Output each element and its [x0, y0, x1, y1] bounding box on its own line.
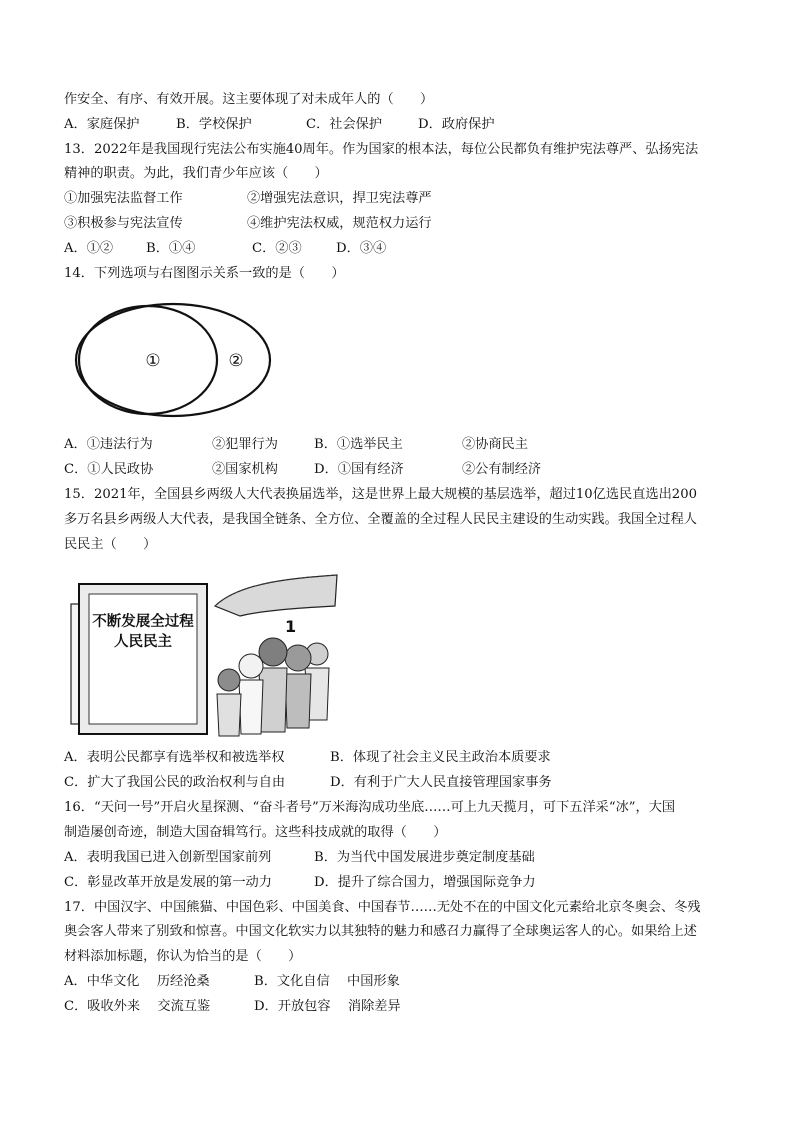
q17-stem-line3: 材料添加标题，你认为恰当的是（ ） — [64, 949, 302, 964]
q16-stem-line1: 16．“天问一号”开启火星探测、“奋斗者号”万米海沟成功坐底……可上九天揽月，可下五洋采“冰”，大国 — [64, 800, 676, 815]
q15-option-d: D．有利于广大人民直接管理国家事务 — [330, 775, 552, 790]
q15-option-b: B．体现了社会主义民主政治本质要求 — [330, 750, 551, 765]
q13-option-b: B．①④ — [146, 241, 196, 256]
q13-option-c: C．②③ — [252, 241, 302, 256]
inner-ellipse-label: ① — [145, 351, 161, 371]
q13-item-2: ②增强宪法意识，捍卫宪法尊严 — [247, 191, 432, 206]
q17-option-a: A．中华文化 历经沧桑 — [64, 974, 210, 989]
billboard-text-line1: 不断发展全过程 — [92, 614, 194, 630]
q14-option-c1: C．①人民政协 — [64, 462, 154, 477]
q13-stem-line2: 精神的职责。为此，我们青少年应该（ ） — [64, 166, 328, 181]
q14-option-a1: A．①违法行为 — [64, 437, 153, 452]
q15-stem-line1: 15．2021年，全国县乡两级人大代表换届选举，这是世界上最大规模的基层选举，超过10亿选民直选出200 — [64, 487, 697, 502]
q14-option-d1: D．①国有经济 — [314, 462, 404, 477]
q17-option-c: C．吸收外来 交流互鉴 — [64, 999, 211, 1014]
q13-item-1: ①加强宪法监督工作 — [64, 191, 183, 206]
q14-option-a2: ②犯罪行为 — [212, 437, 278, 452]
q14-stem: 14．下列选项与右图图示关系一致的是（ ） — [64, 266, 345, 281]
q14-option-d2: ②公有制经济 — [462, 462, 542, 477]
ballot-number-mark: 1 — [285, 617, 297, 636]
q15-cartoon-illustration — [65, 570, 345, 738]
q13-option-d: D．③④ — [336, 241, 387, 256]
q13-item-4: ④维护宪法权威，规范权力运行 — [247, 216, 432, 231]
q14-option-c2: ②国家机构 — [212, 462, 278, 477]
q12-stem-tail: 作安全、有序、有效开展。这主要体现了对未成年人的（ ） — [64, 92, 434, 107]
q12-option-b: B．学校保护 — [176, 117, 252, 132]
q16-option-d: D．提升了综合国力，增强国际竞争力 — [314, 875, 536, 890]
q17-stem-line1: 17．中国汉字、中国熊猫、中国色彩、中国美食、中国春节……无处不在的中国文化元素给北京冬奥会、冬残 — [64, 900, 701, 915]
q15-stem-line3: 民民主（ ） — [64, 537, 157, 552]
q14-option-b2: ②协商民主 — [462, 437, 528, 452]
outer-ellipse-label: ② — [228, 351, 244, 371]
q17-option-b: B．文化自信 中国形象 — [254, 974, 400, 989]
q16-stem-line2: 制造屡创奇迹，制造大国奋辑笃行。这些科技成就的取得（ ） — [64, 825, 447, 840]
q14-option-b1: B．①选举民主 — [314, 437, 403, 452]
q13-option-a: A．①② — [64, 241, 114, 256]
q17-stem-line2: 奥会客人带来了别致和惊喜。中国文化软实力以其独特的魅力和感召力赢得了全球奥运客人的心。如果给上述 — [64, 924, 697, 939]
q15-option-a: A．表明公民都享有选举权和被选举权 — [64, 750, 285, 765]
billboard-text-line2: 人民民主 — [114, 634, 172, 650]
q17-option-d: D．开放包容 消除差异 — [254, 999, 401, 1014]
group-of-citizens — [217, 638, 329, 736]
q13-stem-line1: 13．2022年是我国现行宪法公布实施40周年。作为国家的根本法，每位公民都负有维护宪法尊严、弘扬宪法 — [64, 142, 699, 157]
q14-ellipse-diagram — [70, 298, 280, 423]
q16-option-a: A．表明我国已进入创新型国家前列 — [64, 850, 272, 865]
q16-option-b: B．为当代中国发展进步奠定制度基础 — [314, 850, 535, 865]
q12-option-c: C．社会保护 — [306, 117, 383, 132]
q15-option-c: C．扩大了我国公民的政治权利与自由 — [64, 775, 286, 790]
q16-option-c: C．彰显改革开放是发展的第一动力 — [64, 875, 272, 890]
q12-option-d: D．政府保护 — [418, 117, 495, 132]
q15-stem-line2: 多万名县乡两级人大代表，是我国全链条、全方位、全覆盖的全过程人民民主建设的生动实践。我国全过程人 — [64, 512, 697, 527]
q12-option-a: A．家庭保护 — [64, 117, 140, 132]
q13-item-3: ③积极参与宪法宣传 — [64, 216, 183, 231]
